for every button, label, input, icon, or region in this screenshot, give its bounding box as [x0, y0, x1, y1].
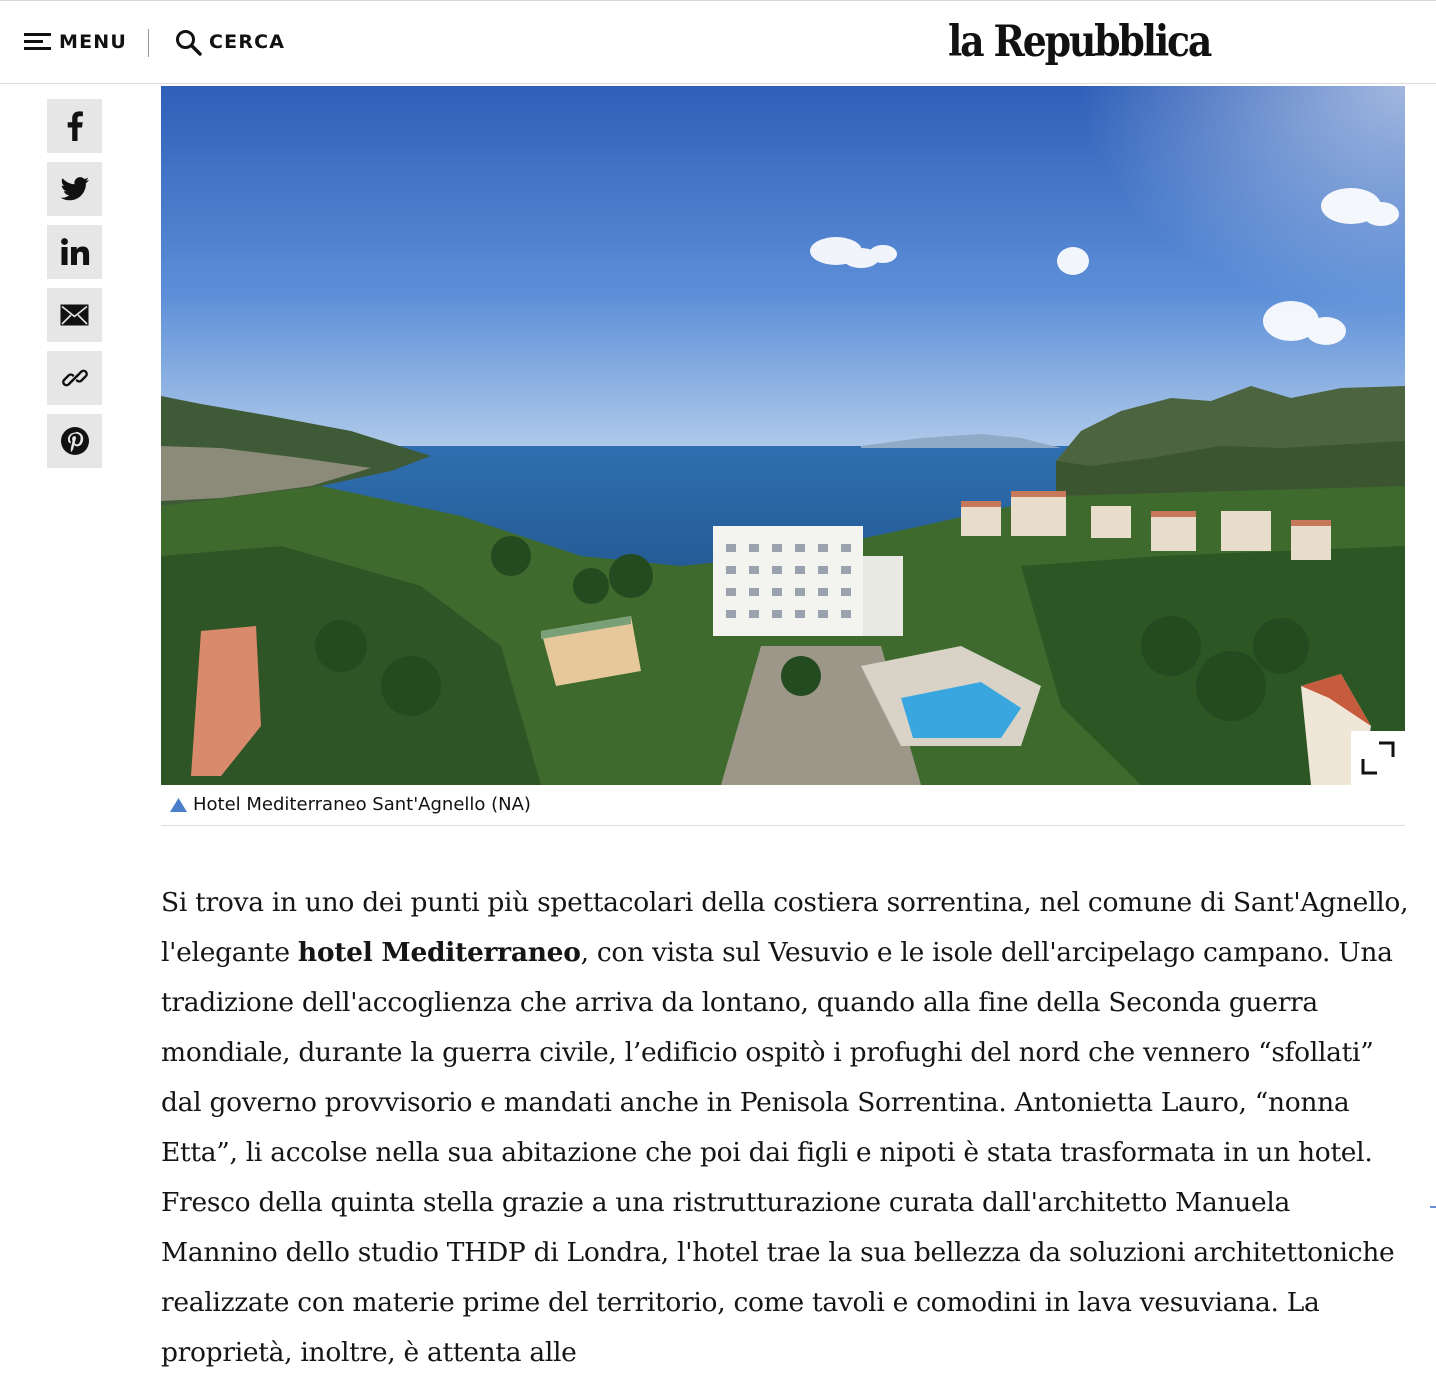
email-icon: [60, 304, 89, 326]
linkedin-icon: [60, 237, 90, 267]
caption-text: Hotel Mediterraneo Sant'Agnello (NA): [193, 794, 531, 815]
pinterest-icon: [60, 426, 90, 456]
site-header: [0, 0, 1436, 84]
caption-triangle-icon: [170, 798, 187, 812]
share-email-button[interactable]: [47, 288, 102, 342]
link-icon: [61, 364, 89, 392]
twitter-icon: [60, 177, 90, 201]
hero-image[interactable]: [161, 86, 1405, 785]
site-logo[interactable]: la Repubblica: [948, 17, 1211, 67]
search-button[interactable]: [175, 27, 285, 57]
article-body: [161, 878, 1411, 1378]
scroll-edge-marker: [1430, 1206, 1436, 1208]
share-rail: [47, 99, 102, 477]
search-label: CERCA: [209, 31, 286, 53]
image-caption: [161, 791, 1405, 826]
menu-label: MENU: [59, 31, 128, 53]
hotel-name-bold: hotel Mediterraneo: [297, 937, 581, 968]
search-icon: [175, 29, 202, 56]
menu-button[interactable]: [24, 27, 127, 57]
share-pinterest-button[interactable]: [47, 414, 102, 468]
article-paragraph: [161, 878, 1411, 1378]
copy-link-button[interactable]: [47, 351, 102, 405]
hamburger-icon: [24, 32, 51, 52]
header-divider: [148, 29, 149, 57]
share-linkedin-button[interactable]: [47, 225, 102, 279]
expand-icon: [1361, 741, 1395, 775]
facebook-icon: [66, 111, 84, 141]
article-text-2: , con vista sul Vesuvio e le isole dell'arcipelago campano. Una tradizione dell'accoglienza che arriva da lontano, quando alla fine della Seconda guerra mondiale, durante la guerra civile, l’edificio ospitò i profughi del nord che vennero “sfollati” dal governo provvisorio e mandati anche in Penisola Sorrentina. Antonietta Lauro, “nonna Etta”, li accolse nella sua abitazione che poi dai figli e nipoti è stata trasformata in un hotel. Fresco della quinta stella grazie a una ristrutturazione curata dall'architetto Manuela Mannino dello studio THDP di Londra, l'hotel trae la sua bellezza da soluzioni architettoniche realizzate con materie prime del territorio, come tavoli e comodini in lava vesuviana. La proprietà, inoltre, è attenta alle: [161, 937, 1395, 1368]
share-facebook-button[interactable]: [47, 99, 102, 153]
hero-photo: [161, 86, 1405, 785]
expand-image-button[interactable]: [1351, 731, 1405, 785]
share-twitter-button[interactable]: [47, 162, 102, 216]
article-text-1: Si trova in uno dei punti più spettacolari della costiera sorrentina, nel comune di Sant'Agnello, l'elegante: [161, 887, 1409, 968]
